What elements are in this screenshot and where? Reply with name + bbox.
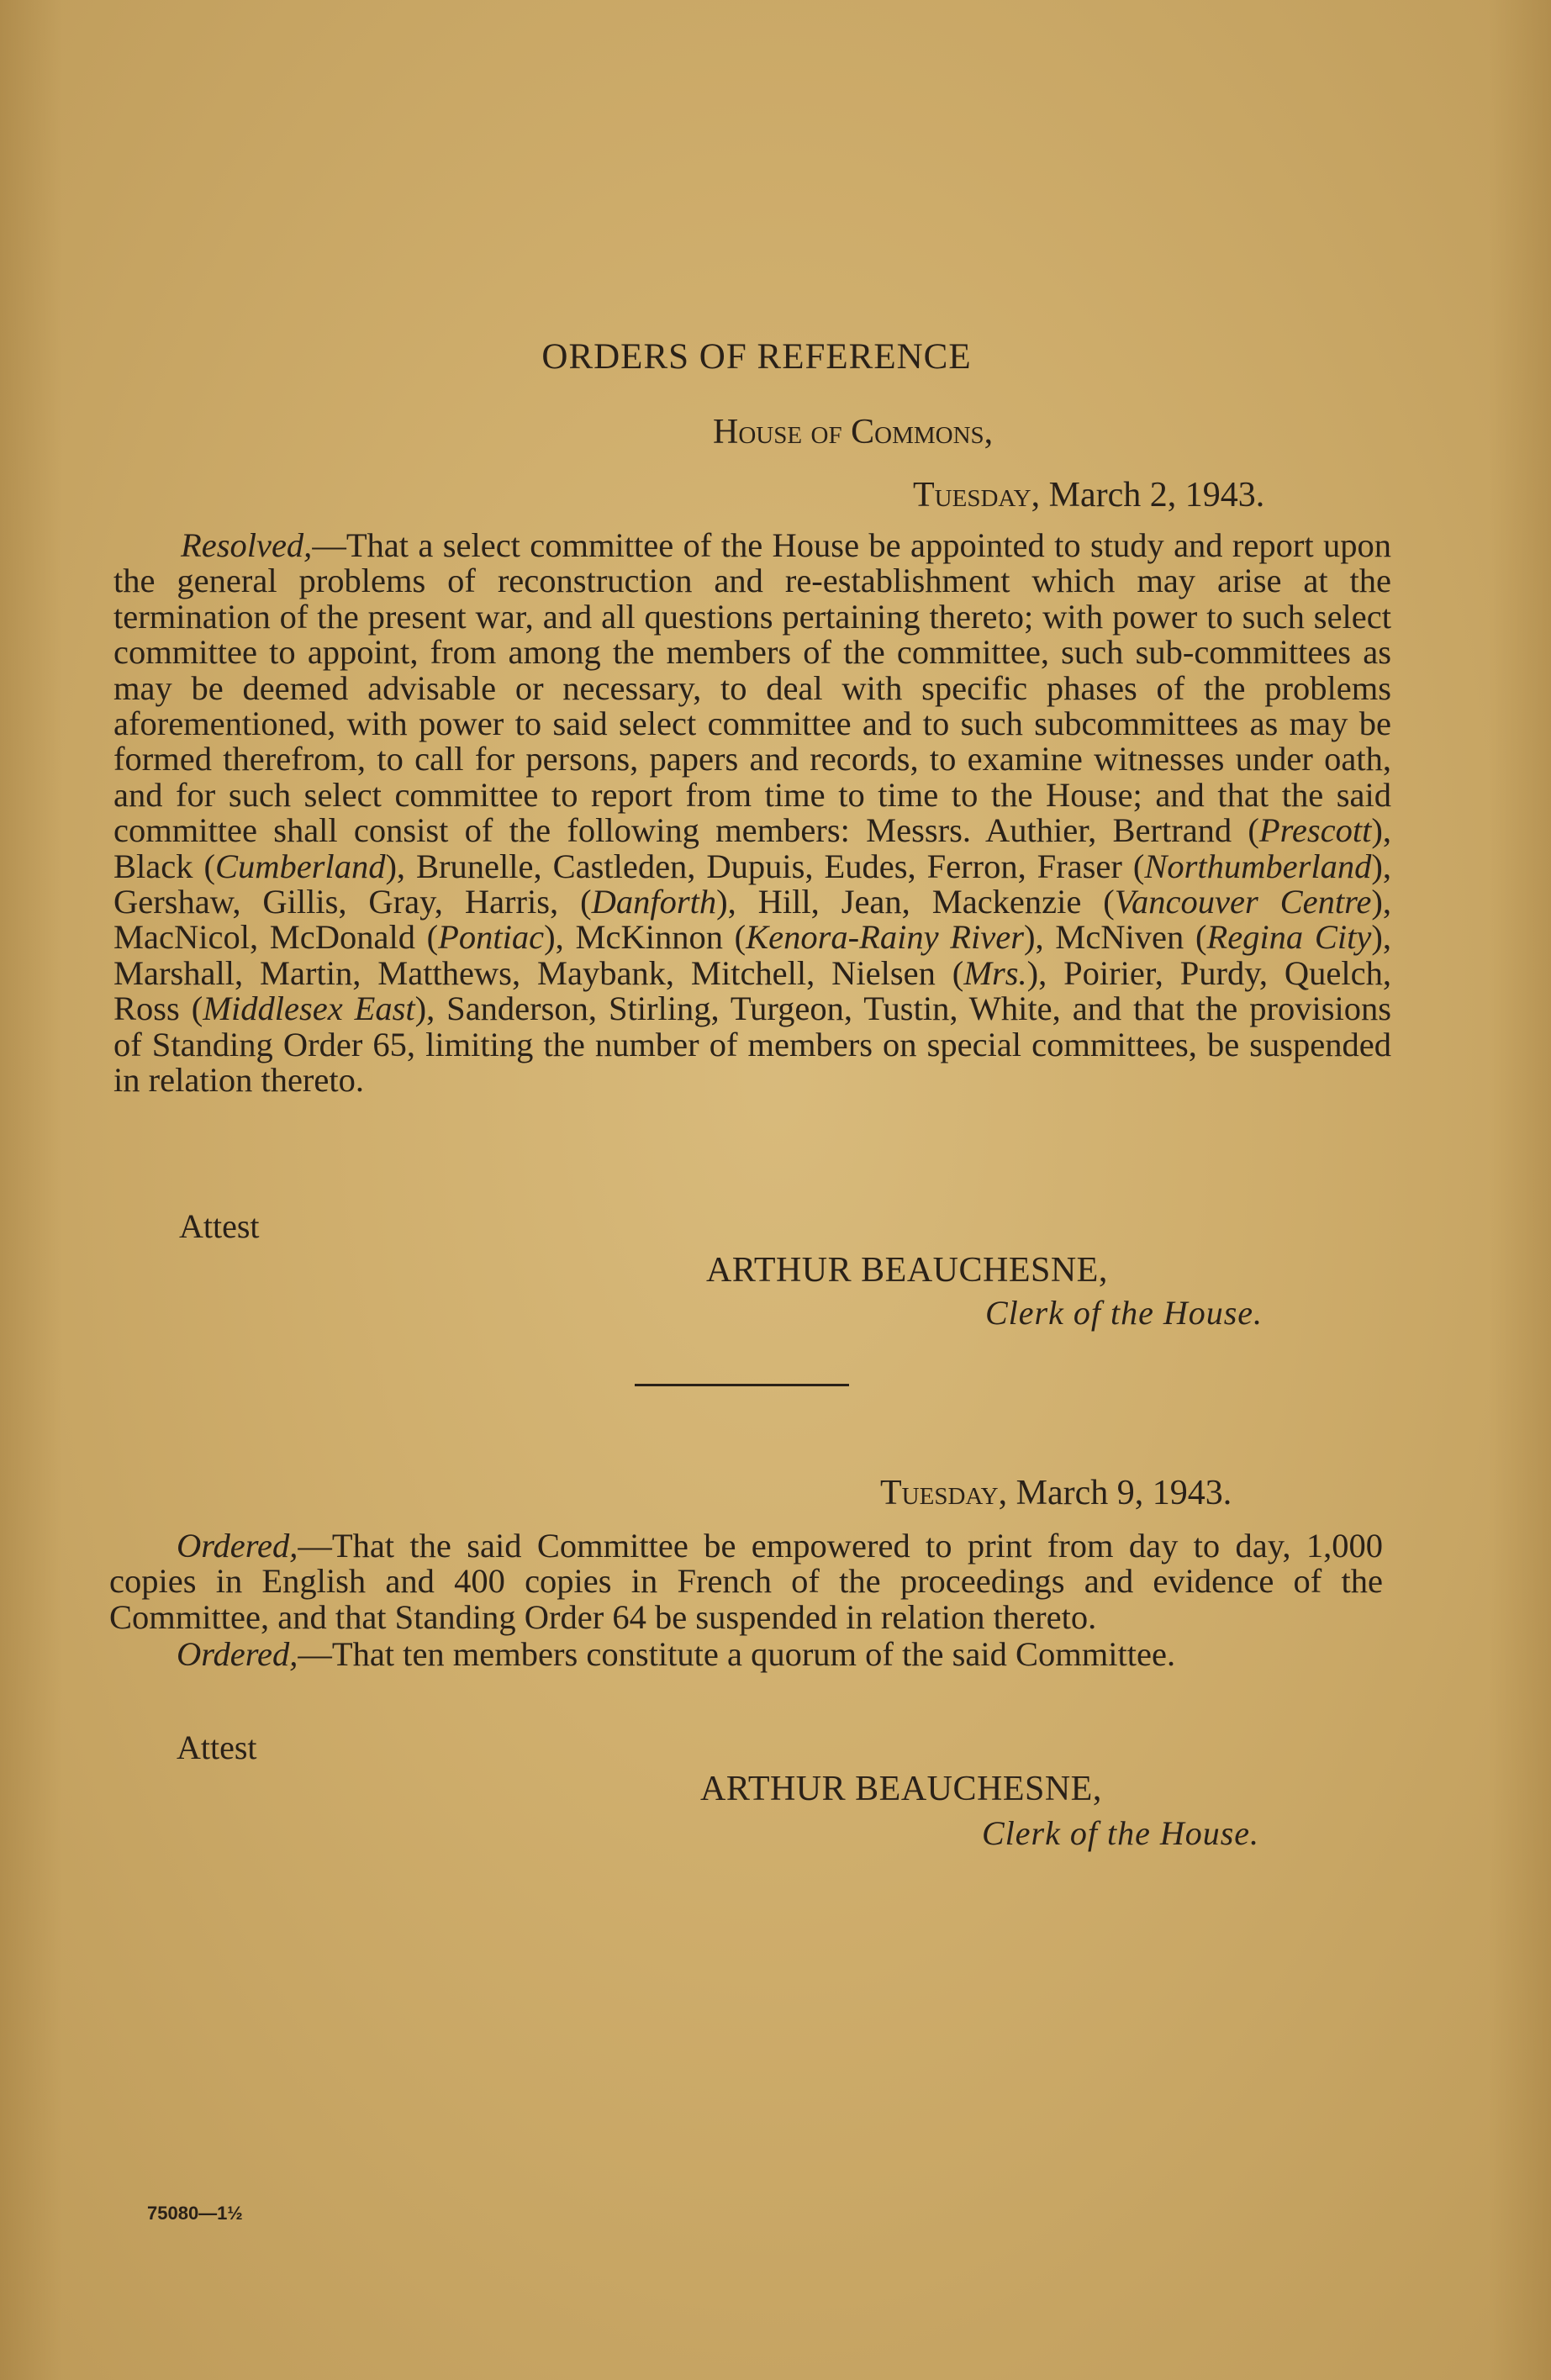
second-order-date: March 9, 1943. xyxy=(1016,1474,1232,1512)
resolution-text-run: ), Gershaw, Gillis, Gray, Harris, ( xyxy=(113,847,1391,921)
first-attest: Attest xyxy=(179,1207,260,1245)
page-heading: ORDERS OF REFERENCE xyxy=(541,337,972,377)
ordered-lead-2: Ordered, xyxy=(177,1635,298,1674)
first-signature-name: ARTHUR BEAUCHESNE, xyxy=(706,1251,1108,1290)
ordered-lead-1: Ordered, xyxy=(177,1527,298,1565)
first-order-dateline xyxy=(913,475,1264,515)
constituency-name: Vancouver Centre xyxy=(1114,883,1372,921)
constituency-name: Kenora-Rainy River xyxy=(746,918,1024,957)
second-order-day: Tuesday, xyxy=(880,1474,1008,1512)
second-attest: Attest xyxy=(177,1728,257,1766)
print-code: 75080—1½ xyxy=(147,2203,243,2224)
resolved-lead: Resolved, xyxy=(181,526,313,564)
second-signature-name: ARTHUR BEAUCHESNE, xyxy=(700,1770,1102,1808)
resolution-text-run: ), Sanderson, Stirling, Turgeon, Tustin, White, and that the provisions of Standing Order 65, limiting the number of members on special committees, be suspended in relation thereto. xyxy=(113,989,1391,1100)
constituency-name: Northumberland xyxy=(1144,847,1372,885)
house-of-commons-line: House of Commons, xyxy=(713,413,994,451)
constituency-name: Pontiac xyxy=(438,918,545,957)
second-order-dateline xyxy=(880,1473,1232,1513)
second-ordered-paragraph xyxy=(109,1637,1383,1672)
constituency-name: Mrs. xyxy=(963,953,1027,992)
resolution-text-run: ), Black ( xyxy=(113,811,1391,885)
constituency-name: Prescott xyxy=(1258,811,1372,850)
first-signature-title: Clerk of the House. xyxy=(985,1294,1263,1332)
resolution-text-run: ), MacNicol, McDonald ( xyxy=(113,883,1391,957)
ordered-text-2: —That ten members constitute a quorum of the said Committee. xyxy=(298,1635,1176,1674)
resolution-text-run: ), Poirier, Purdy, Quelch, Ross ( xyxy=(113,953,1391,1028)
constituency-name: Middlesex East xyxy=(203,989,415,1028)
orders-block xyxy=(109,1528,1383,1673)
section-divider xyxy=(635,1384,849,1386)
resolution-paragraph xyxy=(113,528,1391,1099)
constituency-name: Cumberland xyxy=(214,847,386,885)
first-ordered-paragraph xyxy=(109,1528,1383,1635)
resolution-text-run: ), McNiven ( xyxy=(1024,918,1207,957)
first-order-date: March 2, 1943. xyxy=(1048,476,1265,515)
first-order-day: Tuesday, xyxy=(913,476,1041,515)
resolution-text-run: —That a select committee of the House be appointed to study and report upon the general problems of reconstruction and re-establishment which may arise at the termination of the present war, and all questions pertaining thereto; with power to such select committee to appoint, from among the members of the committee, such sub-committees as may be deemed advisable or necessary, to deal with specific phases of the problems aforementioned, with power to said select committee and to such subcommittees as may be formed therefrom, to call for persons, papers and records, to examine witnesses under oath, and for such select committee to report from time to time to the House; and that the said committee shall consist of the following members: Messrs. Authier, Bertrand ( xyxy=(113,526,1391,850)
resolution-text xyxy=(113,528,1391,1099)
second-signature-title: Clerk of the House. xyxy=(982,1814,1260,1852)
resolution-text-run: ), Marshall, Martin, Matthews, Maybank, Mitchell, Nielsen ( xyxy=(113,918,1392,992)
resolution-text-run: ), Brunelle, Castleden, Dupuis, Eudes, Ferron, Fraser ( xyxy=(385,847,1145,885)
resolution-text-run: ), McKinnon ( xyxy=(544,918,746,957)
resolution-text-run: ), Hill, Jean, Mackenzie ( xyxy=(716,883,1115,921)
constituency-name: Danforth xyxy=(591,883,717,921)
ordered-text-1: —That the said Committee be empowered to print from day to day, 1,000 copies in English and 400 copies in French of the proceedings and evidence of the Committee, and that Standing Order 64 be suspended in relation thereto. xyxy=(109,1527,1383,1636)
constituency-name: Regina City xyxy=(1206,918,1372,957)
